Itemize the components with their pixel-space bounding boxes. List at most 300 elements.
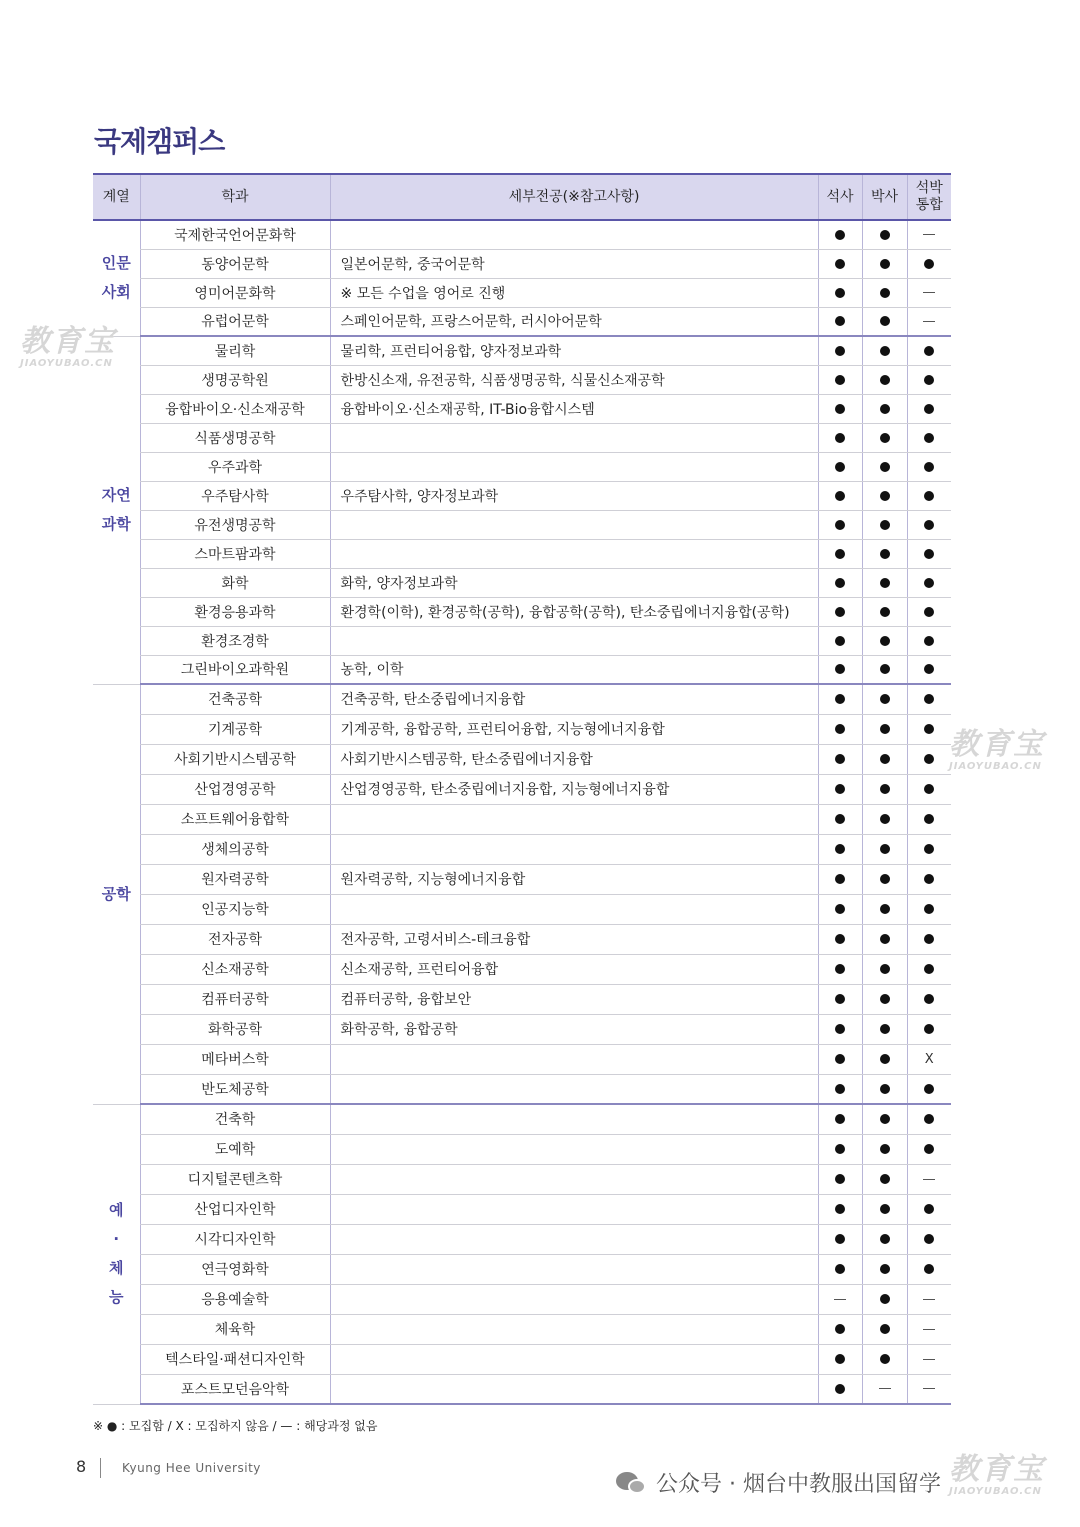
recruit-mark: [880, 520, 890, 530]
detail-majors: [330, 894, 818, 924]
category-label: 예 · 체 능: [93, 1104, 140, 1404]
detail-majors: 사회기반시스템공학, 탄소중립에너지융합: [330, 744, 818, 774]
master-cell: [818, 655, 862, 684]
master-cell: [818, 1164, 862, 1194]
recruit-mark: [880, 664, 890, 674]
integrated-cell: [907, 954, 951, 984]
integrated-cell: [907, 924, 951, 954]
recruit-mark: [880, 578, 890, 588]
doctor-cell: [862, 1254, 907, 1284]
recruit-mark: [880, 375, 890, 385]
master-cell: [818, 568, 862, 597]
integrated-cell: [907, 684, 951, 714]
table-row: [93, 924, 951, 954]
integrated-cell: [907, 452, 951, 481]
doctor-cell: [862, 714, 907, 744]
recruit-mark: [924, 964, 934, 974]
recruit-mark: [835, 433, 845, 443]
department-name: 유전생명공학: [140, 510, 330, 539]
detail-majors: [330, 510, 818, 539]
master-cell: [818, 1344, 862, 1374]
recruit-mark: [835, 375, 845, 385]
not-applicable-mark: [923, 234, 935, 235]
recruit-mark: [835, 664, 845, 674]
department-name: 물리학: [140, 336, 330, 365]
doctor-cell: [862, 1284, 907, 1314]
recruit-mark: [880, 874, 890, 884]
table-body: [93, 220, 951, 1404]
detail-majors: [330, 1164, 818, 1194]
table-row: [93, 714, 951, 744]
page-title: 국제캠퍼스: [94, 125, 225, 158]
category-label: 자연 과학: [93, 336, 140, 684]
recruit-mark: [880, 904, 890, 914]
integrated-cell: [907, 1194, 951, 1224]
recruit-mark: [880, 316, 890, 326]
watermark-text: 教育宝: [949, 1452, 1045, 1487]
recruit-mark: [880, 1114, 890, 1124]
integrated-cell: [907, 307, 951, 336]
recruit-mark: [835, 1264, 845, 1274]
doctor-cell: [862, 924, 907, 954]
department-name: 시각디자인학: [140, 1224, 330, 1254]
department-name: 그린바이오과학원: [140, 655, 330, 684]
department-name: 화학공학: [140, 1014, 330, 1044]
department-name: 사회기반시스템공학: [140, 744, 330, 774]
integrated-cell: [907, 539, 951, 568]
table-row: [93, 423, 951, 452]
master-cell: [818, 1374, 862, 1404]
department-name: 체육학: [140, 1314, 330, 1344]
not-applicable-mark: [923, 292, 935, 293]
table-row: [93, 278, 951, 307]
recruit-mark: [924, 636, 934, 646]
watermark-logo: [949, 727, 1045, 772]
doctor-cell: [862, 1194, 907, 1224]
recruit-mark: [880, 549, 890, 559]
doctor-cell: [862, 834, 907, 864]
recruit-mark: [835, 491, 845, 501]
recruit-mark: [835, 636, 845, 646]
header-department: 학과: [140, 174, 330, 220]
table-row: [93, 539, 951, 568]
table-row: [93, 1224, 951, 1254]
recruit-mark: [880, 1144, 890, 1154]
doctor-cell: [862, 423, 907, 452]
table-row: [93, 655, 951, 684]
table-row: [93, 1164, 951, 1194]
master-cell: [818, 774, 862, 804]
doctor-cell: [862, 626, 907, 655]
table-row: [93, 1284, 951, 1314]
department-name: 우주탐사학: [140, 481, 330, 510]
integrated-cell: [907, 864, 951, 894]
doctor-cell: [862, 864, 907, 894]
recruit-mark: [924, 844, 934, 854]
recruit-mark: [835, 814, 845, 824]
recruit-mark: [835, 230, 845, 240]
recruit-mark: [835, 724, 845, 734]
doctor-cell: [862, 568, 907, 597]
table-row: [93, 834, 951, 864]
recruit-mark: [835, 1024, 845, 1034]
master-cell: [818, 1224, 862, 1254]
university-name: Kyung Hee University: [122, 1461, 261, 1475]
recruit-mark: [880, 844, 890, 854]
department-name: 소프트웨어융합학: [140, 804, 330, 834]
master-cell: [818, 1194, 862, 1224]
recruit-mark: [880, 1354, 890, 1364]
recruit-mark: [880, 754, 890, 764]
recruit-mark: [924, 375, 934, 385]
integrated-cell: [907, 510, 951, 539]
watermark-text: 教育宝: [949, 727, 1045, 762]
table-row: [93, 597, 951, 626]
integrated-cell: [907, 1254, 951, 1284]
department-name: 융합바이오·신소재공학: [140, 394, 330, 423]
integrated-cell: [907, 365, 951, 394]
detail-majors: 농학, 이학: [330, 655, 818, 684]
detail-majors: [330, 1134, 818, 1164]
recruit-mark: [835, 694, 845, 704]
detail-majors: [330, 626, 818, 655]
table-row: [93, 307, 951, 336]
master-cell: [818, 336, 862, 365]
category-label: 인문 사회: [93, 220, 140, 336]
recruit-mark: [880, 1204, 890, 1214]
not-applicable-mark: [923, 321, 935, 322]
detail-majors: [330, 1044, 818, 1074]
detail-majors: [330, 1314, 818, 1344]
doctor-cell: [862, 984, 907, 1014]
recruit-mark: [880, 724, 890, 734]
doctor-cell: [862, 894, 907, 924]
integrated-cell: [907, 481, 951, 510]
header-category: 계열: [93, 174, 140, 220]
recruit-mark: [835, 1144, 845, 1154]
master-cell: [818, 1134, 862, 1164]
integrated-cell: [907, 774, 951, 804]
recruit-mark: [924, 664, 934, 674]
recruit-mark: [835, 1084, 845, 1094]
integrated-cell: [907, 1074, 951, 1104]
table-row: [93, 510, 951, 539]
master-cell: [818, 510, 862, 539]
recruit-mark: [924, 694, 934, 704]
detail-majors: [330, 1284, 818, 1314]
master-cell: [818, 1314, 862, 1344]
recruit-mark: [924, 904, 934, 914]
not-applicable-mark: [879, 1388, 891, 1389]
integrated-cell: [907, 714, 951, 744]
detail-majors: 화학공학, 융합공학: [330, 1014, 818, 1044]
department-name: 동양어문학: [140, 249, 330, 278]
department-name: 환경조경학: [140, 626, 330, 655]
watermark-url: JIAOYUBAO.CN: [949, 1486, 1042, 1497]
detail-majors: [330, 1374, 818, 1404]
department-name: 국제한국언어문화학: [140, 220, 330, 249]
recruit-mark: [835, 288, 845, 298]
header-integrated: 석박 통합: [907, 174, 951, 220]
table-row: [93, 984, 951, 1014]
recruit-mark: [835, 874, 845, 884]
table-row: [93, 1194, 951, 1224]
table-row: [93, 804, 951, 834]
detail-majors: [330, 1224, 818, 1254]
department-name: 식품생명공학: [140, 423, 330, 452]
recruit-mark: [835, 404, 845, 414]
integrated-cell: [907, 249, 951, 278]
watermark-logo: [949, 1452, 1045, 1497]
doctor-cell: [862, 655, 907, 684]
master-cell: [818, 744, 862, 774]
recruit-mark: [924, 1234, 934, 1244]
integrated-cell: [907, 1164, 951, 1194]
detail-majors: [330, 1104, 818, 1134]
detail-majors: [330, 1344, 818, 1374]
department-name: 화학: [140, 568, 330, 597]
department-name: 인공지능학: [140, 894, 330, 924]
table-row: [93, 452, 951, 481]
header-doctor: 박사: [862, 174, 907, 220]
master-cell: [818, 394, 862, 423]
detail-majors: 한방신소재, 유전공학, 식품생명공학, 식물신소재공학: [330, 365, 818, 394]
integrated-cell: [907, 626, 951, 655]
recruit-mark: [835, 904, 845, 914]
master-cell: [818, 954, 862, 984]
master-cell: [818, 365, 862, 394]
master-cell: [818, 1284, 862, 1314]
recruit-mark: [924, 1024, 934, 1034]
recruit-mark: [924, 549, 934, 559]
department-name: 우주과학: [140, 452, 330, 481]
master-cell: [818, 894, 862, 924]
recruit-mark: [880, 491, 890, 501]
program-table: [93, 173, 951, 1405]
doctor-cell: [862, 744, 907, 774]
doctor-cell: [862, 481, 907, 510]
watermark-logo: [20, 324, 116, 369]
doctor-cell: [862, 220, 907, 249]
recruit-mark: [924, 1144, 934, 1154]
department-name: 산업디자인학: [140, 1194, 330, 1224]
master-cell: [818, 423, 862, 452]
master-cell: [818, 684, 862, 714]
department-name: 신소재공학: [140, 954, 330, 984]
recruit-mark: [880, 1324, 890, 1334]
table-row: [93, 864, 951, 894]
master-cell: [818, 278, 862, 307]
recruit-mark: [924, 1204, 934, 1214]
master-cell: [818, 1014, 862, 1044]
recruit-mark: [880, 1294, 890, 1304]
department-name: 컴퓨터공학: [140, 984, 330, 1014]
recruit-mark: [924, 784, 934, 794]
recruit-mark: [835, 844, 845, 854]
recruit-mark: [835, 784, 845, 794]
department-name: 디지털콘텐츠학: [140, 1164, 330, 1194]
recruit-mark: [924, 1084, 934, 1094]
recruit-mark: [880, 404, 890, 414]
recruit-mark: [880, 259, 890, 269]
recruit-mark: [835, 1174, 845, 1184]
doctor-cell: [862, 365, 907, 394]
detail-majors: 건축공학, 탄소중립에너지융합: [330, 684, 818, 714]
legend-note: ※ ● : 모집함 / X : 모집하지 않음 / — : 해당과정 없음: [93, 1419, 378, 1433]
integrated-cell: [907, 984, 951, 1014]
doctor-cell: [862, 774, 907, 804]
doctor-cell: [862, 954, 907, 984]
doctor-cell: [862, 510, 907, 539]
recruit-mark: [835, 964, 845, 974]
department-name: 산업경영공학: [140, 774, 330, 804]
table-row: [93, 220, 951, 249]
table-row: [93, 1254, 951, 1284]
doctor-cell: [862, 1224, 907, 1254]
master-cell: [818, 452, 862, 481]
table-header-row: [93, 174, 951, 220]
doctor-cell: [862, 1044, 907, 1074]
department-name: 건축공학: [140, 684, 330, 714]
recruit-mark: [835, 578, 845, 588]
table-row: [93, 568, 951, 597]
detail-majors: 산업경영공학, 탄소중립에너지융합, 지능형에너지융합: [330, 774, 818, 804]
category-label: 공학: [93, 684, 140, 1104]
social-caption: [616, 1467, 941, 1498]
recruit-mark: [924, 404, 934, 414]
integrated-cell: [907, 1014, 951, 1044]
master-cell: [818, 1044, 862, 1074]
recruit-mark: [835, 259, 845, 269]
detail-majors: ※ 모든 수업을 영어로 진행: [330, 278, 818, 307]
detail-majors: [330, 1194, 818, 1224]
detail-majors: 화학, 양자정보과학: [330, 568, 818, 597]
department-name: 연극영화학: [140, 1254, 330, 1284]
doctor-cell: [862, 1014, 907, 1044]
recruit-mark: [880, 288, 890, 298]
recruit-mark: [880, 636, 890, 646]
department-name: 메타버스학: [140, 1044, 330, 1074]
table-row: [93, 1134, 951, 1164]
not-applicable-mark: [923, 1388, 935, 1389]
recruit-mark: [924, 433, 934, 443]
recruit-mark: [880, 1174, 890, 1184]
recruit-mark: [835, 462, 845, 472]
recruit-mark: [835, 316, 845, 326]
department-name: 생명공학원: [140, 365, 330, 394]
recruit-mark: [880, 1054, 890, 1064]
integrated-cell: [907, 1044, 951, 1074]
department-name: 유럽어문학: [140, 307, 330, 336]
detail-majors: [330, 834, 818, 864]
master-cell: [818, 1104, 862, 1134]
wechat-icon: [616, 1470, 648, 1496]
doctor-cell: [862, 1314, 907, 1344]
recruit-mark: [924, 607, 934, 617]
recruit-mark: [924, 462, 934, 472]
recruit-mark: [924, 346, 934, 356]
recruit-mark: [835, 549, 845, 559]
table-row: [93, 1374, 951, 1404]
footer-divider: [100, 1458, 101, 1478]
watermark-text: 教育宝: [20, 324, 116, 359]
table-row: [93, 684, 951, 714]
table-row: [93, 1104, 951, 1134]
watermark-url: JIAOYUBAO.CN: [949, 761, 1042, 772]
detail-majors: [330, 423, 818, 452]
table-row: [93, 249, 951, 278]
recruit-mark: [924, 814, 934, 824]
table-row: [93, 1344, 951, 1374]
department-name: 생체의공학: [140, 834, 330, 864]
recruit-mark: [835, 1354, 845, 1364]
master-cell: [818, 220, 862, 249]
integrated-cell: [907, 423, 951, 452]
recruit-mark: [835, 1324, 845, 1334]
recruit-mark: [880, 694, 890, 704]
recruit-mark: [924, 491, 934, 501]
master-cell: [818, 307, 862, 336]
department-name: 응용예술학: [140, 1284, 330, 1314]
table-row: [93, 481, 951, 510]
department-name: 원자력공학: [140, 864, 330, 894]
table-row: [93, 954, 951, 984]
doctor-cell: [862, 394, 907, 423]
not-recruiting-mark: X: [924, 1052, 934, 1067]
integrated-cell: [907, 834, 951, 864]
recruit-mark: [880, 1264, 890, 1274]
recruit-mark: [924, 259, 934, 269]
recruit-mark: [880, 1084, 890, 1094]
doctor-cell: [862, 307, 907, 336]
master-cell: [818, 249, 862, 278]
master-cell: [818, 984, 862, 1014]
recruit-mark: [880, 1234, 890, 1244]
integrated-cell: [907, 1134, 951, 1164]
integrated-cell: [907, 1224, 951, 1254]
detail-majors: [330, 220, 818, 249]
recruit-mark: [880, 814, 890, 824]
detail-majors: [330, 539, 818, 568]
master-cell: [818, 597, 862, 626]
not-applicable-mark: [923, 1299, 935, 1300]
integrated-cell: [907, 1284, 951, 1314]
table-row: [93, 1314, 951, 1344]
doctor-cell: [862, 684, 907, 714]
table-row: [93, 744, 951, 774]
doctor-cell: [862, 1134, 907, 1164]
doctor-cell: [862, 1344, 907, 1374]
table-row: [93, 774, 951, 804]
recruit-mark: [924, 578, 934, 588]
recruit-mark: [835, 994, 845, 1004]
detail-majors: 스페인어문학, 프랑스어문학, 러시아어문학: [330, 307, 818, 336]
integrated-cell: [907, 1314, 951, 1344]
master-cell: [818, 1254, 862, 1284]
integrated-cell: [907, 894, 951, 924]
recruit-mark: [835, 754, 845, 764]
master-cell: [818, 864, 862, 894]
detail-majors: 컴퓨터공학, 융합보안: [330, 984, 818, 1014]
detail-majors: [330, 1074, 818, 1104]
table-row: [93, 336, 951, 365]
doctor-cell: [862, 1104, 907, 1134]
integrated-cell: [907, 1374, 951, 1404]
page-number: 8: [76, 1457, 87, 1476]
doctor-cell: [862, 597, 907, 626]
recruit-mark: [924, 934, 934, 944]
recruit-mark: [835, 1234, 845, 1244]
